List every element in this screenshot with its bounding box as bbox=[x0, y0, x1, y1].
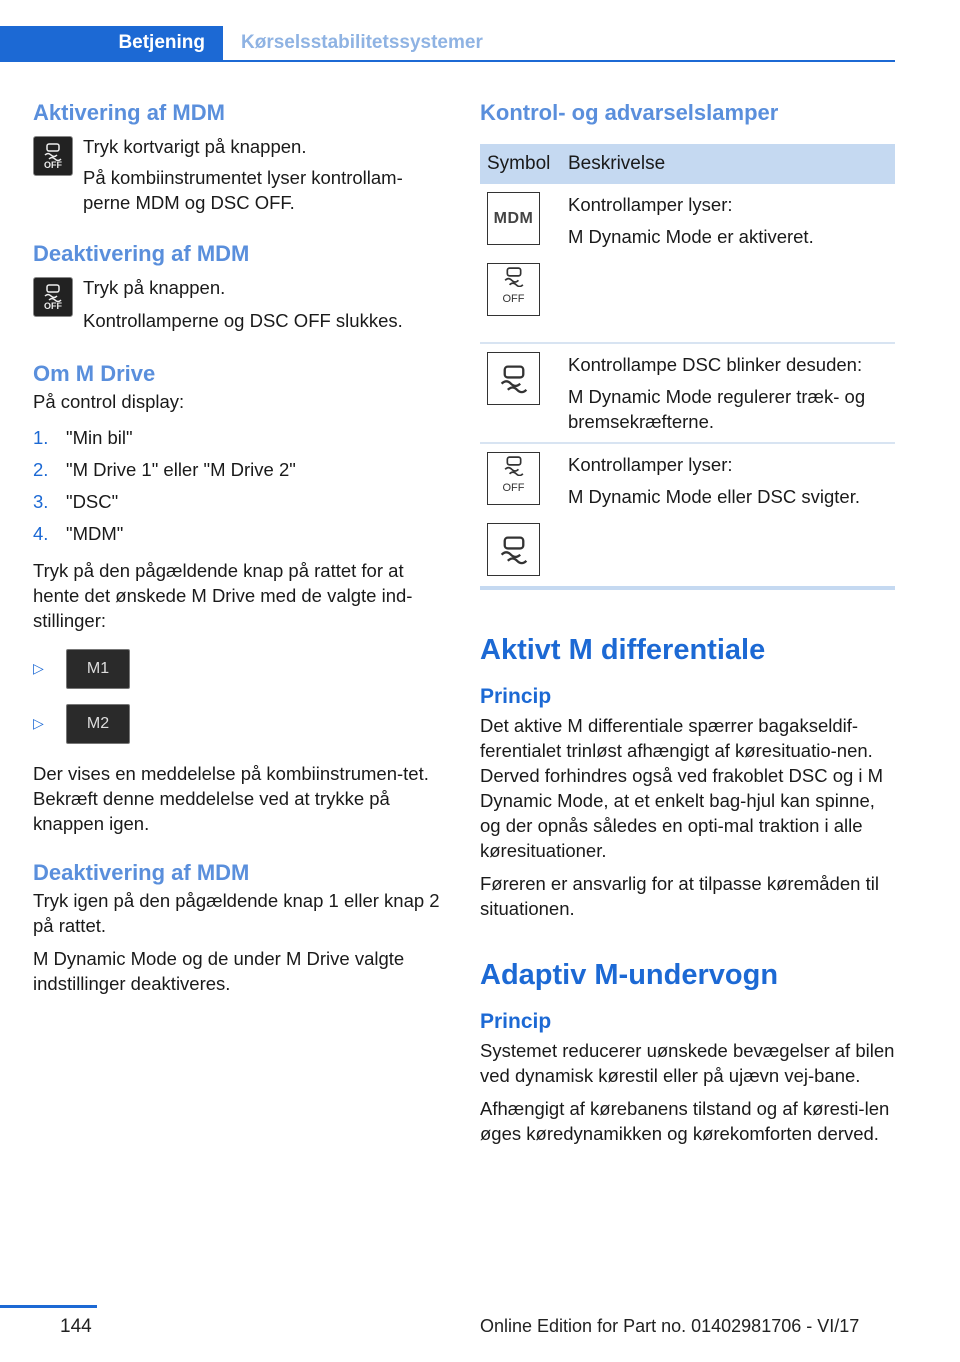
heading-princip-2: Princip bbox=[480, 1010, 552, 1033]
heading-deactivate-mdm-2: Deaktivering af MDM bbox=[33, 860, 250, 885]
heading-lamps: Kontrol- og advarselslamper bbox=[480, 100, 779, 125]
mdm-lamp-icon: MDM bbox=[487, 192, 540, 245]
mdrive-body: Tryk på den pågældende knap på rattet for at hente det ønskede M Drive med de valgte ind-stillinger: bbox=[33, 560, 413, 631]
table-row bbox=[480, 184, 895, 343]
deactivate2-p2: M Dynamic Mode og de under M Drive valgte indstillinger deaktiveres. bbox=[33, 948, 405, 994]
row3-line2: M Dynamic Mode eller DSC svigter. bbox=[568, 486, 860, 507]
col-symbol: Symbol bbox=[480, 144, 561, 184]
m1-button-icon: M1 bbox=[66, 649, 130, 689]
diff-p1: Det aktive M differentiale spærrer bagakseldif-ferentialet trinløst afhængigt af køresituatio-nen. Derved forhindres også ved frakoblet DSC og i M Dynamic Mode, at et enkelt bag-hjul kan spinne, og der opnås således en opti-mal traktion i alle køresituationer. bbox=[480, 715, 884, 861]
deactivate-line2: Kontrollamperne og DSC OFF slukkes. bbox=[83, 310, 403, 331]
m2-button-row bbox=[33, 696, 443, 751]
deactivate-line1: Tryk på knappen. bbox=[83, 277, 226, 298]
col-description: Beskrivelse bbox=[561, 144, 895, 184]
heading-adaptiv-m-undervogn: Adaptiv M-undervogn bbox=[480, 959, 779, 991]
row2-line1: Kontrollampe DSC blinker desuden: bbox=[568, 354, 863, 375]
row3-line1: Kontrollamper lyser: bbox=[568, 454, 733, 475]
car-skid-icon bbox=[501, 267, 527, 287]
tab-korselsstabilitetssystemer[interactable]: Kørselsstabilitetssystemer bbox=[241, 32, 483, 53]
heading-activate-mdm: Aktivering af MDM bbox=[33, 100, 225, 125]
list-item: 3. "DSC" bbox=[33, 491, 119, 512]
tab-betjening[interactable]: Betjening bbox=[0, 26, 223, 60]
footer-rule bbox=[0, 1305, 97, 1308]
icon-off-label: OFF bbox=[44, 300, 62, 311]
heading-aktivt-m-differentiale: Aktivt M differentiale bbox=[480, 634, 766, 666]
table-row bbox=[480, 443, 895, 586]
mdrive-steps bbox=[33, 422, 443, 550]
car-skid-icon bbox=[42, 143, 64, 161]
row2-line2: M Dynamic Mode regulerer træk- og bremsekræfterne. bbox=[568, 386, 866, 432]
right-column bbox=[480, 100, 895, 1154]
dsc-off-lamp-icon: OFF bbox=[487, 263, 540, 316]
activate-instructions bbox=[33, 134, 443, 170]
triangle-bullet-icon: ▷ bbox=[33, 715, 44, 731]
list-item: 4. "MDM" bbox=[33, 523, 124, 544]
row1-line1: Kontrollamper lyser: bbox=[568, 194, 733, 215]
car-skid-icon bbox=[501, 456, 527, 476]
m2-button-icon: M2 bbox=[66, 704, 130, 744]
activate-line2: På kombiinstrumentet lyser kontrollam-perne MDM og DSC OFF. bbox=[83, 167, 403, 213]
car-skid-icon bbox=[497, 364, 531, 394]
deactivate-instructions bbox=[33, 275, 443, 333]
dsc-lamp-icon bbox=[487, 352, 540, 405]
page-number: 144 bbox=[60, 1316, 92, 1337]
mdrive-after: Der vises en meddelelse på kombiinstrumen-tet. Bekræft denne meddelelse ved at trykke på knappen igen. bbox=[33, 763, 429, 834]
m1-button-row bbox=[33, 641, 443, 696]
list-item: 2. "M Drive 1" eller "M Drive 2" bbox=[33, 459, 296, 480]
mdrive-intro: På control display: bbox=[33, 391, 185, 412]
chassis-p1: Systemet reducerer uønskede bevægelser af bilen ved dynamisk kørestil eller på ujævn vej-bane. bbox=[480, 1040, 895, 1086]
header-rule bbox=[0, 60, 895, 62]
heading-princip: Princip bbox=[480, 685, 552, 708]
dsc-off-button-icon bbox=[33, 136, 73, 176]
diff-p2: Føreren er ansvarlig for at tilpasse køremåden til situationen. bbox=[480, 873, 879, 919]
dsc-off-button-icon bbox=[33, 277, 73, 317]
dsc-lamp-icon bbox=[487, 523, 540, 576]
table-bottom-rule bbox=[480, 586, 895, 590]
left-column bbox=[33, 100, 443, 1004]
icon-off-label: OFF bbox=[44, 159, 62, 170]
heading-om-m-drive: Om M Drive bbox=[33, 361, 156, 386]
deactivate2-p1: Tryk igen på den pågældende knap 1 eller knap 2 på rattet. bbox=[33, 890, 440, 936]
chapter-header bbox=[0, 26, 895, 62]
car-skid-icon bbox=[42, 284, 64, 302]
row1-line2: M Dynamic Mode er aktiveret. bbox=[568, 226, 814, 247]
dsc-off-lamp-icon: OFF bbox=[487, 452, 540, 505]
edition-note: Online Edition for Part no. 01402981706 - VI/17 bbox=[480, 1316, 860, 1336]
chassis-p2: Afhængigt af kørebanens tilstand og af køresti-len øges køredynamikken og kørekomforten derved. bbox=[480, 1098, 890, 1144]
list-item: 1. "Min bil" bbox=[33, 427, 133, 448]
table-header-row bbox=[480, 144, 895, 184]
triangle-bullet-icon: ▷ bbox=[33, 660, 44, 676]
car-skid-icon bbox=[497, 535, 531, 565]
table-row bbox=[480, 343, 895, 443]
lamps-table bbox=[480, 144, 895, 586]
heading-deactivate-mdm: Deaktivering af MDM bbox=[33, 241, 250, 266]
activate-line1: Tryk kortvarigt på knappen. bbox=[83, 136, 307, 157]
